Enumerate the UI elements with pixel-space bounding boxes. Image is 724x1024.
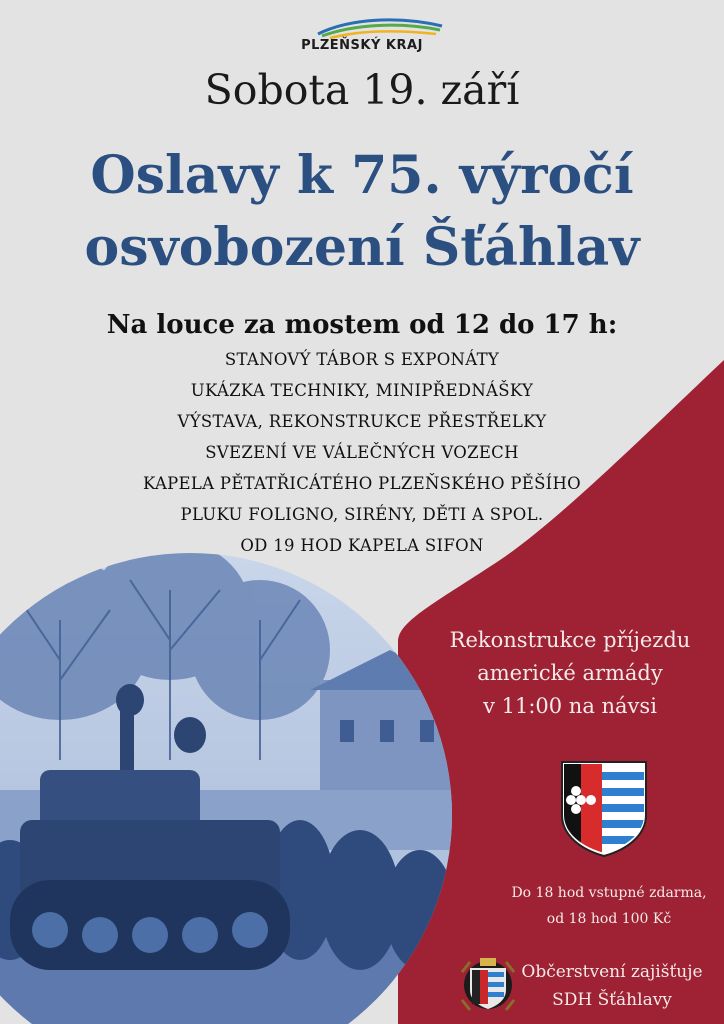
refreshments-line-1: Občerstvení zajišťuje	[521, 962, 703, 982]
title-line-1: Oslavy k 75. výročí	[90, 145, 634, 206]
program-item: UKÁZKA TECHNIKY, MINIPŘEDNÁŠKY	[190, 381, 534, 400]
region-logo-text: PLZEŇSKÝ KRAJ	[301, 38, 423, 53]
program-item: SVEZENÍ VE VÁLEČNÝCH VOZECH	[205, 443, 519, 462]
program-item: PLUKU FOLIGNO, SIRÉNY, DĚTI A SPOL.	[180, 505, 544, 524]
event-date: Sobota 19. září	[204, 66, 520, 114]
program-item: VÝSTAVA, REKONSTRUKCE PŘESTŘELKY	[177, 412, 547, 431]
refreshments-line-2: SDH Šťáhlavy	[552, 990, 672, 1010]
program-item: OD 19 HOD KAPELA SIFON	[240, 536, 484, 555]
entry-line-2: od 18 hod 100 Kč	[546, 911, 672, 927]
plzensky-kraj-logo	[318, 20, 442, 38]
historical-photo	[0, 540, 470, 1024]
reconstruction-line-1: Rekonstrukce příjezdu	[449, 628, 691, 652]
entry-fee-info	[484, 880, 724, 932]
program-item: STANOVÝ TÁBOR S EXPONÁTY	[224, 350, 500, 369]
entry-line-1: Do 18 hod vstupné zdarma,	[511, 885, 707, 901]
title-line-2: osvobození Šťáhlav	[84, 217, 640, 278]
reconstruction-line-3: v 11:00 na návsi	[483, 694, 657, 718]
reconstruction-info	[420, 624, 720, 723]
program-list	[0, 344, 724, 561]
program-heading: Na louce za mostem od 12 do 17 h:	[106, 310, 618, 340]
program-item: KAPELA PĚTATŘICÁTÉHO PLZEŇSKÉHO PĚŠÍHO	[142, 474, 582, 493]
reconstruction-line-2: americké armády	[477, 661, 663, 685]
page-title	[0, 140, 724, 284]
refreshments-info	[512, 958, 712, 1014]
